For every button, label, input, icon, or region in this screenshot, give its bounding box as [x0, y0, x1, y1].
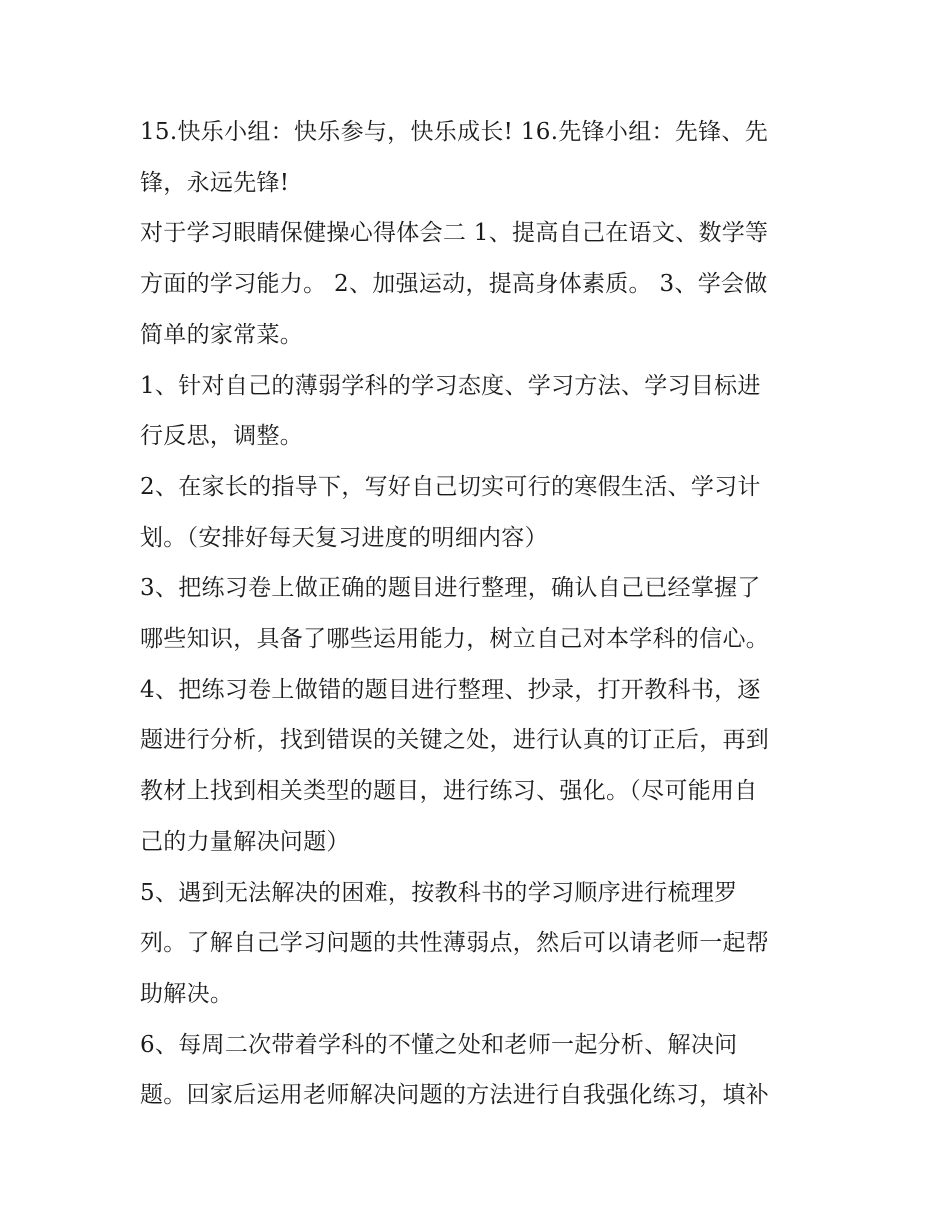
- document-body: [140, 107, 820, 1121]
- text-line: 题进行分析，找到错误的关键之处，进行认真的订正后，再到: [140, 727, 770, 754]
- paragraph-item-6: [140, 1020, 820, 1121]
- text-line: 行反思，调整。: [140, 423, 304, 450]
- text-line: 简单的家常菜。: [140, 321, 304, 348]
- text-line: 助解决。: [140, 980, 234, 1007]
- text-line: 划。（安排好每天复习进度的明细内容）: [140, 524, 548, 551]
- text-line: 2、在家长的指导下，写好自己切实可行的寒假生活、学习计: [140, 473, 761, 500]
- text-line: 1、针对自己的薄弱学科的学习态度、学习方法、学习目标进: [140, 372, 761, 399]
- text-line: 题。回家后运用老师解决问题的方法进行自我强化练习，填补: [140, 1082, 770, 1109]
- text-line: 3、把练习卷上做正确的题目进行整理，确认自己已经掌握了: [140, 575, 761, 602]
- text-line: 哪些知识，具备了哪些运用能力，树立自己对本学科的信心。: [140, 626, 770, 653]
- text-line: 锋，永远先锋!: [140, 169, 290, 196]
- paragraph-item-3: [140, 563, 820, 664]
- text-line: 列。了解自己学习问题的共性薄弱点，然后可以请老师一起帮: [140, 930, 770, 957]
- text-line: 5、遇到无法解决的困难，按教科书的学习顺序进行梳理罗: [140, 879, 738, 906]
- text-line: 6、每周二次带着学科的不懂之处和老师一起分析、解决问: [140, 1031, 738, 1058]
- text-line: 对于学习眼睛保健操心得体会二 1、提高自己在语文、数学等: [140, 220, 769, 247]
- paragraph-item-2: [140, 462, 820, 563]
- text-line: 4、把练习卷上做错的题目进行整理、抄录，打开教科书，逐: [140, 676, 761, 703]
- paragraph-item-4: [140, 665, 820, 868]
- paragraph-slogans: [140, 107, 820, 208]
- text-line: 教材上找到相关类型的题目，进行练习、强化。（尽可能用自: [140, 778, 758, 805]
- text-line: 方面的学习能力。 2、加强运动，提高身体素质。 3、学会做: [140, 271, 768, 298]
- text-line: 己的力量解决问题）: [140, 828, 350, 855]
- paragraph-intro: [140, 208, 820, 360]
- paragraph-item-1: [140, 361, 820, 462]
- paragraph-item-5: [140, 868, 820, 1020]
- text-line: 15.快乐小组：快乐参与，快乐成长! 16.先锋小组：先锋、先: [140, 119, 769, 145]
